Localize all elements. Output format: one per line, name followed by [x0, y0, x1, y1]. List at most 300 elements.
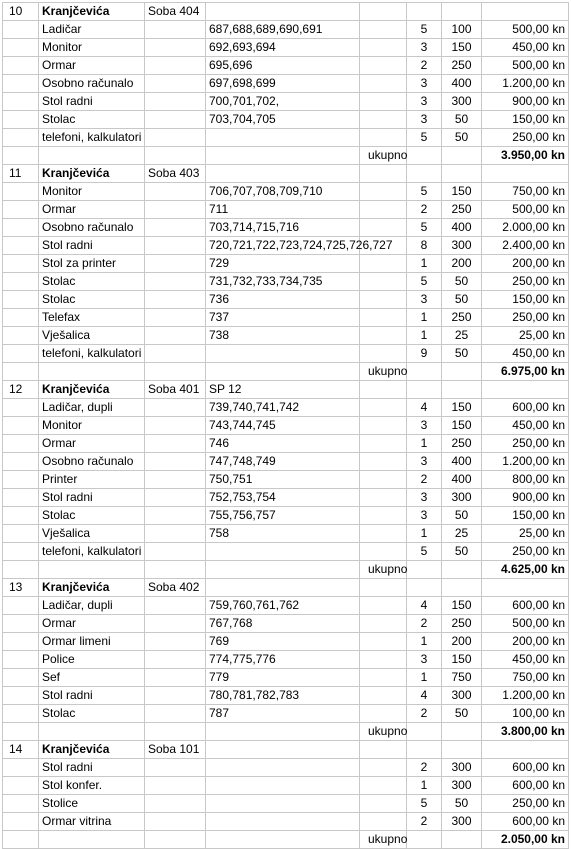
group-sum-total: 2.050,00 kn	[482, 831, 569, 849]
item-row	[3, 543, 569, 561]
item-name: Osobno računalo	[39, 75, 145, 93]
empty-cell	[206, 723, 360, 741]
item-unit-price: 300	[442, 687, 482, 705]
empty-cell	[145, 21, 206, 39]
empty-cell	[3, 399, 39, 417]
empty-cell	[360, 471, 407, 489]
empty-cell	[360, 255, 407, 273]
item-row	[3, 471, 569, 489]
item-row	[3, 759, 569, 777]
item-row	[3, 777, 569, 795]
item-inventory-numbers: 737	[206, 309, 360, 327]
item-name: Stolac	[39, 111, 145, 129]
item-name: Vješalica	[39, 327, 145, 345]
group-street: Kranjčevića	[39, 579, 145, 597]
item-row	[3, 795, 569, 813]
item-total: 250,00 kn	[482, 309, 569, 327]
item-inventory-numbers: 758	[206, 525, 360, 543]
item-inventory-numbers: 692,693,694	[206, 39, 360, 57]
group-room: Soba 403	[145, 165, 206, 183]
group-room: Soba 101	[145, 741, 206, 759]
item-quantity: 3	[407, 489, 442, 507]
group-header-row	[3, 3, 569, 21]
item-total: 2.000,00 kn	[482, 219, 569, 237]
empty-cell	[145, 795, 206, 813]
item-row	[3, 525, 569, 543]
item-inventory-numbers	[206, 795, 360, 813]
inventory-table-body	[3, 3, 569, 849]
item-quantity: 5	[407, 21, 442, 39]
empty-cell	[3, 777, 39, 795]
item-quantity: 4	[407, 687, 442, 705]
empty-cell	[3, 183, 39, 201]
item-quantity: 3	[407, 453, 442, 471]
item-quantity: 4	[407, 597, 442, 615]
item-name: Ladičar	[39, 21, 145, 39]
empty-cell	[482, 3, 569, 21]
item-unit-price: 50	[442, 795, 482, 813]
empty-cell	[442, 561, 482, 579]
item-name: Stol radni	[39, 759, 145, 777]
group-header-row	[3, 579, 569, 597]
empty-cell	[3, 21, 39, 39]
item-unit-price: 250	[442, 435, 482, 453]
group-header-row	[3, 741, 569, 759]
empty-cell	[145, 615, 206, 633]
item-name: Vješalica	[39, 525, 145, 543]
inventory-table	[2, 2, 569, 849]
group-extra	[206, 579, 360, 597]
empty-cell	[360, 795, 407, 813]
item-inventory-numbers: 774,775,776	[206, 651, 360, 669]
empty-cell	[145, 237, 206, 255]
item-inventory-numbers	[206, 759, 360, 777]
empty-cell	[360, 57, 407, 75]
empty-cell	[3, 363, 39, 381]
item-inventory-numbers	[206, 543, 360, 561]
group-room: Soba 404	[145, 3, 206, 21]
empty-cell	[3, 831, 39, 849]
item-total: 500,00 kn	[482, 201, 569, 219]
empty-cell	[206, 561, 360, 579]
item-row	[3, 183, 569, 201]
item-unit-price: 50	[442, 543, 482, 561]
item-unit-price: 50	[442, 291, 482, 309]
item-inventory-numbers: 731,732,733,734,735	[206, 273, 360, 291]
empty-cell	[442, 147, 482, 165]
empty-cell	[360, 543, 407, 561]
item-inventory-numbers: 703,704,705	[206, 111, 360, 129]
item-unit-price: 400	[442, 219, 482, 237]
item-row	[3, 129, 569, 147]
empty-cell	[145, 111, 206, 129]
item-total: 600,00 kn	[482, 813, 569, 831]
item-total: 750,00 kn	[482, 183, 569, 201]
empty-cell	[145, 669, 206, 687]
item-inventory-numbers: 687,688,689,690,691	[206, 21, 360, 39]
item-unit-price: 50	[442, 273, 482, 291]
empty-cell	[360, 291, 407, 309]
item-name: Ormar limeni	[39, 633, 145, 651]
empty-cell	[145, 363, 206, 381]
group-sum-label: ukupno	[360, 831, 407, 849]
empty-cell	[3, 507, 39, 525]
empty-cell	[145, 471, 206, 489]
empty-cell	[360, 75, 407, 93]
group-number: 12	[3, 381, 39, 399]
empty-cell	[145, 273, 206, 291]
item-total: 150,00 kn	[482, 507, 569, 525]
item-unit-price: 50	[442, 705, 482, 723]
empty-cell	[3, 705, 39, 723]
item-name: Stol radni	[39, 237, 145, 255]
item-quantity: 1	[407, 633, 442, 651]
empty-cell	[360, 3, 407, 21]
empty-cell	[407, 579, 442, 597]
empty-cell	[360, 579, 407, 597]
item-row	[3, 399, 569, 417]
empty-cell	[360, 273, 407, 291]
item-quantity: 2	[407, 705, 442, 723]
empty-cell	[360, 219, 407, 237]
item-row	[3, 291, 569, 309]
group-street: Kranjčevića	[39, 381, 145, 399]
item-total: 900,00 kn	[482, 93, 569, 111]
item-unit-price: 750	[442, 669, 482, 687]
group-sum-row	[3, 147, 569, 165]
item-total: 500,00 kn	[482, 21, 569, 39]
empty-cell	[145, 417, 206, 435]
item-unit-price: 300	[442, 93, 482, 111]
item-unit-price: 50	[442, 129, 482, 147]
item-unit-price: 400	[442, 471, 482, 489]
item-unit-price: 250	[442, 57, 482, 75]
item-unit-price: 300	[442, 813, 482, 831]
empty-cell	[442, 381, 482, 399]
item-total: 100,00 kn	[482, 705, 569, 723]
item-total: 25,00 kn	[482, 525, 569, 543]
empty-cell	[360, 687, 407, 705]
empty-cell	[442, 579, 482, 597]
item-total: 500,00 kn	[482, 615, 569, 633]
empty-cell	[360, 165, 407, 183]
empty-cell	[145, 651, 206, 669]
group-extra	[206, 3, 360, 21]
empty-cell	[145, 831, 206, 849]
item-unit-price: 250	[442, 201, 482, 219]
group-sum-row	[3, 363, 569, 381]
item-inventory-numbers: 752,753,754	[206, 489, 360, 507]
empty-cell	[39, 561, 145, 579]
item-unit-price: 250	[442, 309, 482, 327]
item-name: Telefax	[39, 309, 145, 327]
empty-cell	[407, 147, 442, 165]
item-row	[3, 435, 569, 453]
empty-cell	[360, 507, 407, 525]
item-inventory-numbers	[206, 129, 360, 147]
item-inventory-numbers: 750,751	[206, 471, 360, 489]
empty-cell	[482, 165, 569, 183]
group-sum-row	[3, 831, 569, 849]
empty-cell	[145, 723, 206, 741]
item-name: Stol radni	[39, 93, 145, 111]
item-unit-price: 300	[442, 489, 482, 507]
item-total: 1.200,00 kn	[482, 75, 569, 93]
item-name: telefoni, kalkulatori	[39, 345, 145, 363]
empty-cell	[360, 417, 407, 435]
item-quantity: 3	[407, 39, 442, 57]
empty-cell	[360, 453, 407, 471]
item-row	[3, 327, 569, 345]
empty-cell	[407, 831, 442, 849]
item-unit-price: 200	[442, 255, 482, 273]
item-row	[3, 237, 569, 255]
item-unit-price: 150	[442, 39, 482, 57]
empty-cell	[482, 381, 569, 399]
item-row	[3, 21, 569, 39]
item-quantity: 3	[407, 93, 442, 111]
empty-cell	[145, 687, 206, 705]
item-total: 25,00 kn	[482, 327, 569, 345]
item-inventory-numbers: 743,744,745	[206, 417, 360, 435]
item-total: 600,00 kn	[482, 597, 569, 615]
item-quantity: 9	[407, 345, 442, 363]
item-quantity: 3	[407, 291, 442, 309]
empty-cell	[442, 831, 482, 849]
item-row	[3, 597, 569, 615]
empty-cell	[3, 795, 39, 813]
empty-cell	[39, 831, 145, 849]
item-quantity: 5	[407, 219, 442, 237]
empty-cell	[360, 345, 407, 363]
item-inventory-numbers: 755,756,757	[206, 507, 360, 525]
item-quantity: 3	[407, 75, 442, 93]
item-name: Ormar	[39, 435, 145, 453]
item-unit-price: 300	[442, 237, 482, 255]
item-inventory-numbers: 769	[206, 633, 360, 651]
item-name: Stol radni	[39, 687, 145, 705]
item-unit-price: 150	[442, 417, 482, 435]
empty-cell	[3, 39, 39, 57]
item-name: Stol za printer	[39, 255, 145, 273]
group-header-row	[3, 165, 569, 183]
item-quantity: 5	[407, 273, 442, 291]
group-sum-row	[3, 723, 569, 741]
item-row	[3, 615, 569, 633]
empty-cell	[3, 723, 39, 741]
item-row	[3, 705, 569, 723]
empty-cell	[360, 615, 407, 633]
empty-cell	[145, 147, 206, 165]
item-unit-price: 100	[442, 21, 482, 39]
group-number: 11	[3, 165, 39, 183]
item-row	[3, 345, 569, 363]
item-name: Police	[39, 651, 145, 669]
item-unit-price: 200	[442, 633, 482, 651]
empty-cell	[407, 363, 442, 381]
item-total: 500,00 kn	[482, 57, 569, 75]
item-row	[3, 39, 569, 57]
item-name: Stolac	[39, 291, 145, 309]
item-row	[3, 633, 569, 651]
item-quantity: 1	[407, 435, 442, 453]
empty-cell	[39, 723, 145, 741]
empty-cell	[3, 201, 39, 219]
empty-cell	[3, 435, 39, 453]
item-quantity: 2	[407, 201, 442, 219]
item-quantity: 1	[407, 255, 442, 273]
item-unit-price: 150	[442, 597, 482, 615]
empty-cell	[3, 489, 39, 507]
item-name: Stolice	[39, 795, 145, 813]
empty-cell	[360, 183, 407, 201]
empty-cell	[360, 813, 407, 831]
empty-cell	[145, 633, 206, 651]
item-quantity: 3	[407, 417, 442, 435]
item-quantity: 4	[407, 399, 442, 417]
item-row	[3, 219, 569, 237]
item-inventory-numbers: 738	[206, 327, 360, 345]
item-total: 2.400,00 kn	[482, 237, 569, 255]
empty-cell	[3, 309, 39, 327]
empty-cell	[206, 147, 360, 165]
item-name: Monitor	[39, 39, 145, 57]
item-name: Monitor	[39, 417, 145, 435]
item-total: 1.200,00 kn	[482, 687, 569, 705]
item-row	[3, 75, 569, 93]
empty-cell	[3, 129, 39, 147]
empty-cell	[145, 255, 206, 273]
group-sum-label: ukupno	[360, 147, 407, 165]
empty-cell	[145, 201, 206, 219]
item-quantity: 3	[407, 111, 442, 129]
empty-cell	[360, 741, 407, 759]
item-inventory-numbers: 697,698,699	[206, 75, 360, 93]
empty-cell	[3, 597, 39, 615]
item-inventory-numbers: 780,781,782,783	[206, 687, 360, 705]
item-quantity: 2	[407, 57, 442, 75]
item-name: Printer	[39, 471, 145, 489]
empty-cell	[3, 813, 39, 831]
empty-cell	[3, 543, 39, 561]
group-room: Soba 401	[145, 381, 206, 399]
item-name: Stol radni	[39, 489, 145, 507]
item-inventory-numbers: 779	[206, 669, 360, 687]
empty-cell	[3, 327, 39, 345]
item-total: 250,00 kn	[482, 435, 569, 453]
item-total: 250,00 kn	[482, 273, 569, 291]
item-unit-price: 300	[442, 777, 482, 795]
empty-cell	[145, 309, 206, 327]
item-inventory-numbers: 746	[206, 435, 360, 453]
empty-cell	[39, 363, 145, 381]
empty-cell	[145, 777, 206, 795]
empty-cell	[145, 291, 206, 309]
item-name: Stolac	[39, 507, 145, 525]
item-unit-price: 300	[442, 759, 482, 777]
empty-cell	[145, 525, 206, 543]
empty-cell	[145, 705, 206, 723]
item-inventory-numbers	[206, 345, 360, 363]
empty-cell	[482, 741, 569, 759]
item-total: 150,00 kn	[482, 291, 569, 309]
item-unit-price: 150	[442, 183, 482, 201]
empty-cell	[145, 759, 206, 777]
empty-cell	[145, 57, 206, 75]
item-name: telefoni, kalkulatori	[39, 129, 145, 147]
empty-cell	[360, 435, 407, 453]
empty-cell	[39, 147, 145, 165]
group-extra	[206, 165, 360, 183]
empty-cell	[360, 705, 407, 723]
item-name: Ormar	[39, 57, 145, 75]
item-name: Osobno računalo	[39, 219, 145, 237]
empty-cell	[482, 579, 569, 597]
empty-cell	[360, 381, 407, 399]
item-total: 450,00 kn	[482, 417, 569, 435]
item-total: 200,00 kn	[482, 633, 569, 651]
empty-cell	[145, 327, 206, 345]
empty-cell	[360, 309, 407, 327]
item-row	[3, 669, 569, 687]
empty-cell	[360, 39, 407, 57]
item-row	[3, 507, 569, 525]
item-quantity: 2	[407, 813, 442, 831]
item-inventory-numbers: 695,696	[206, 57, 360, 75]
item-name: telefoni, kalkulatori	[39, 543, 145, 561]
item-quantity: 2	[407, 615, 442, 633]
item-quantity: 2	[407, 471, 442, 489]
item-total: 900,00 kn	[482, 489, 569, 507]
item-name: Stolac	[39, 705, 145, 723]
group-street: Kranjčevića	[39, 3, 145, 21]
empty-cell	[3, 111, 39, 129]
empty-cell	[3, 651, 39, 669]
group-number: 10	[3, 3, 39, 21]
item-unit-price: 250	[442, 615, 482, 633]
empty-cell	[360, 651, 407, 669]
item-total: 750,00 kn	[482, 669, 569, 687]
item-name: Osobno računalo	[39, 453, 145, 471]
item-unit-price: 150	[442, 399, 482, 417]
empty-cell	[3, 471, 39, 489]
group-street: Kranjčevića	[39, 741, 145, 759]
empty-cell	[3, 93, 39, 111]
item-quantity: 3	[407, 651, 442, 669]
item-row	[3, 309, 569, 327]
empty-cell	[145, 129, 206, 147]
empty-cell	[3, 759, 39, 777]
item-total: 600,00 kn	[482, 777, 569, 795]
item-inventory-numbers: 729	[206, 255, 360, 273]
empty-cell	[3, 687, 39, 705]
empty-cell	[407, 381, 442, 399]
empty-cell	[360, 597, 407, 615]
item-total: 800,00 kn	[482, 471, 569, 489]
item-inventory-numbers: 747,748,749	[206, 453, 360, 471]
item-row	[3, 489, 569, 507]
item-name: Monitor	[39, 183, 145, 201]
group-sum-total: 4.625,00 kn	[482, 561, 569, 579]
empty-cell	[3, 219, 39, 237]
item-inventory-numbers: 706,707,708,709,710	[206, 183, 360, 201]
item-total: 600,00 kn	[482, 759, 569, 777]
item-quantity: 5	[407, 795, 442, 813]
group-extra: SP 12	[206, 381, 360, 399]
item-row	[3, 201, 569, 219]
item-row	[3, 93, 569, 111]
empty-cell	[407, 165, 442, 183]
